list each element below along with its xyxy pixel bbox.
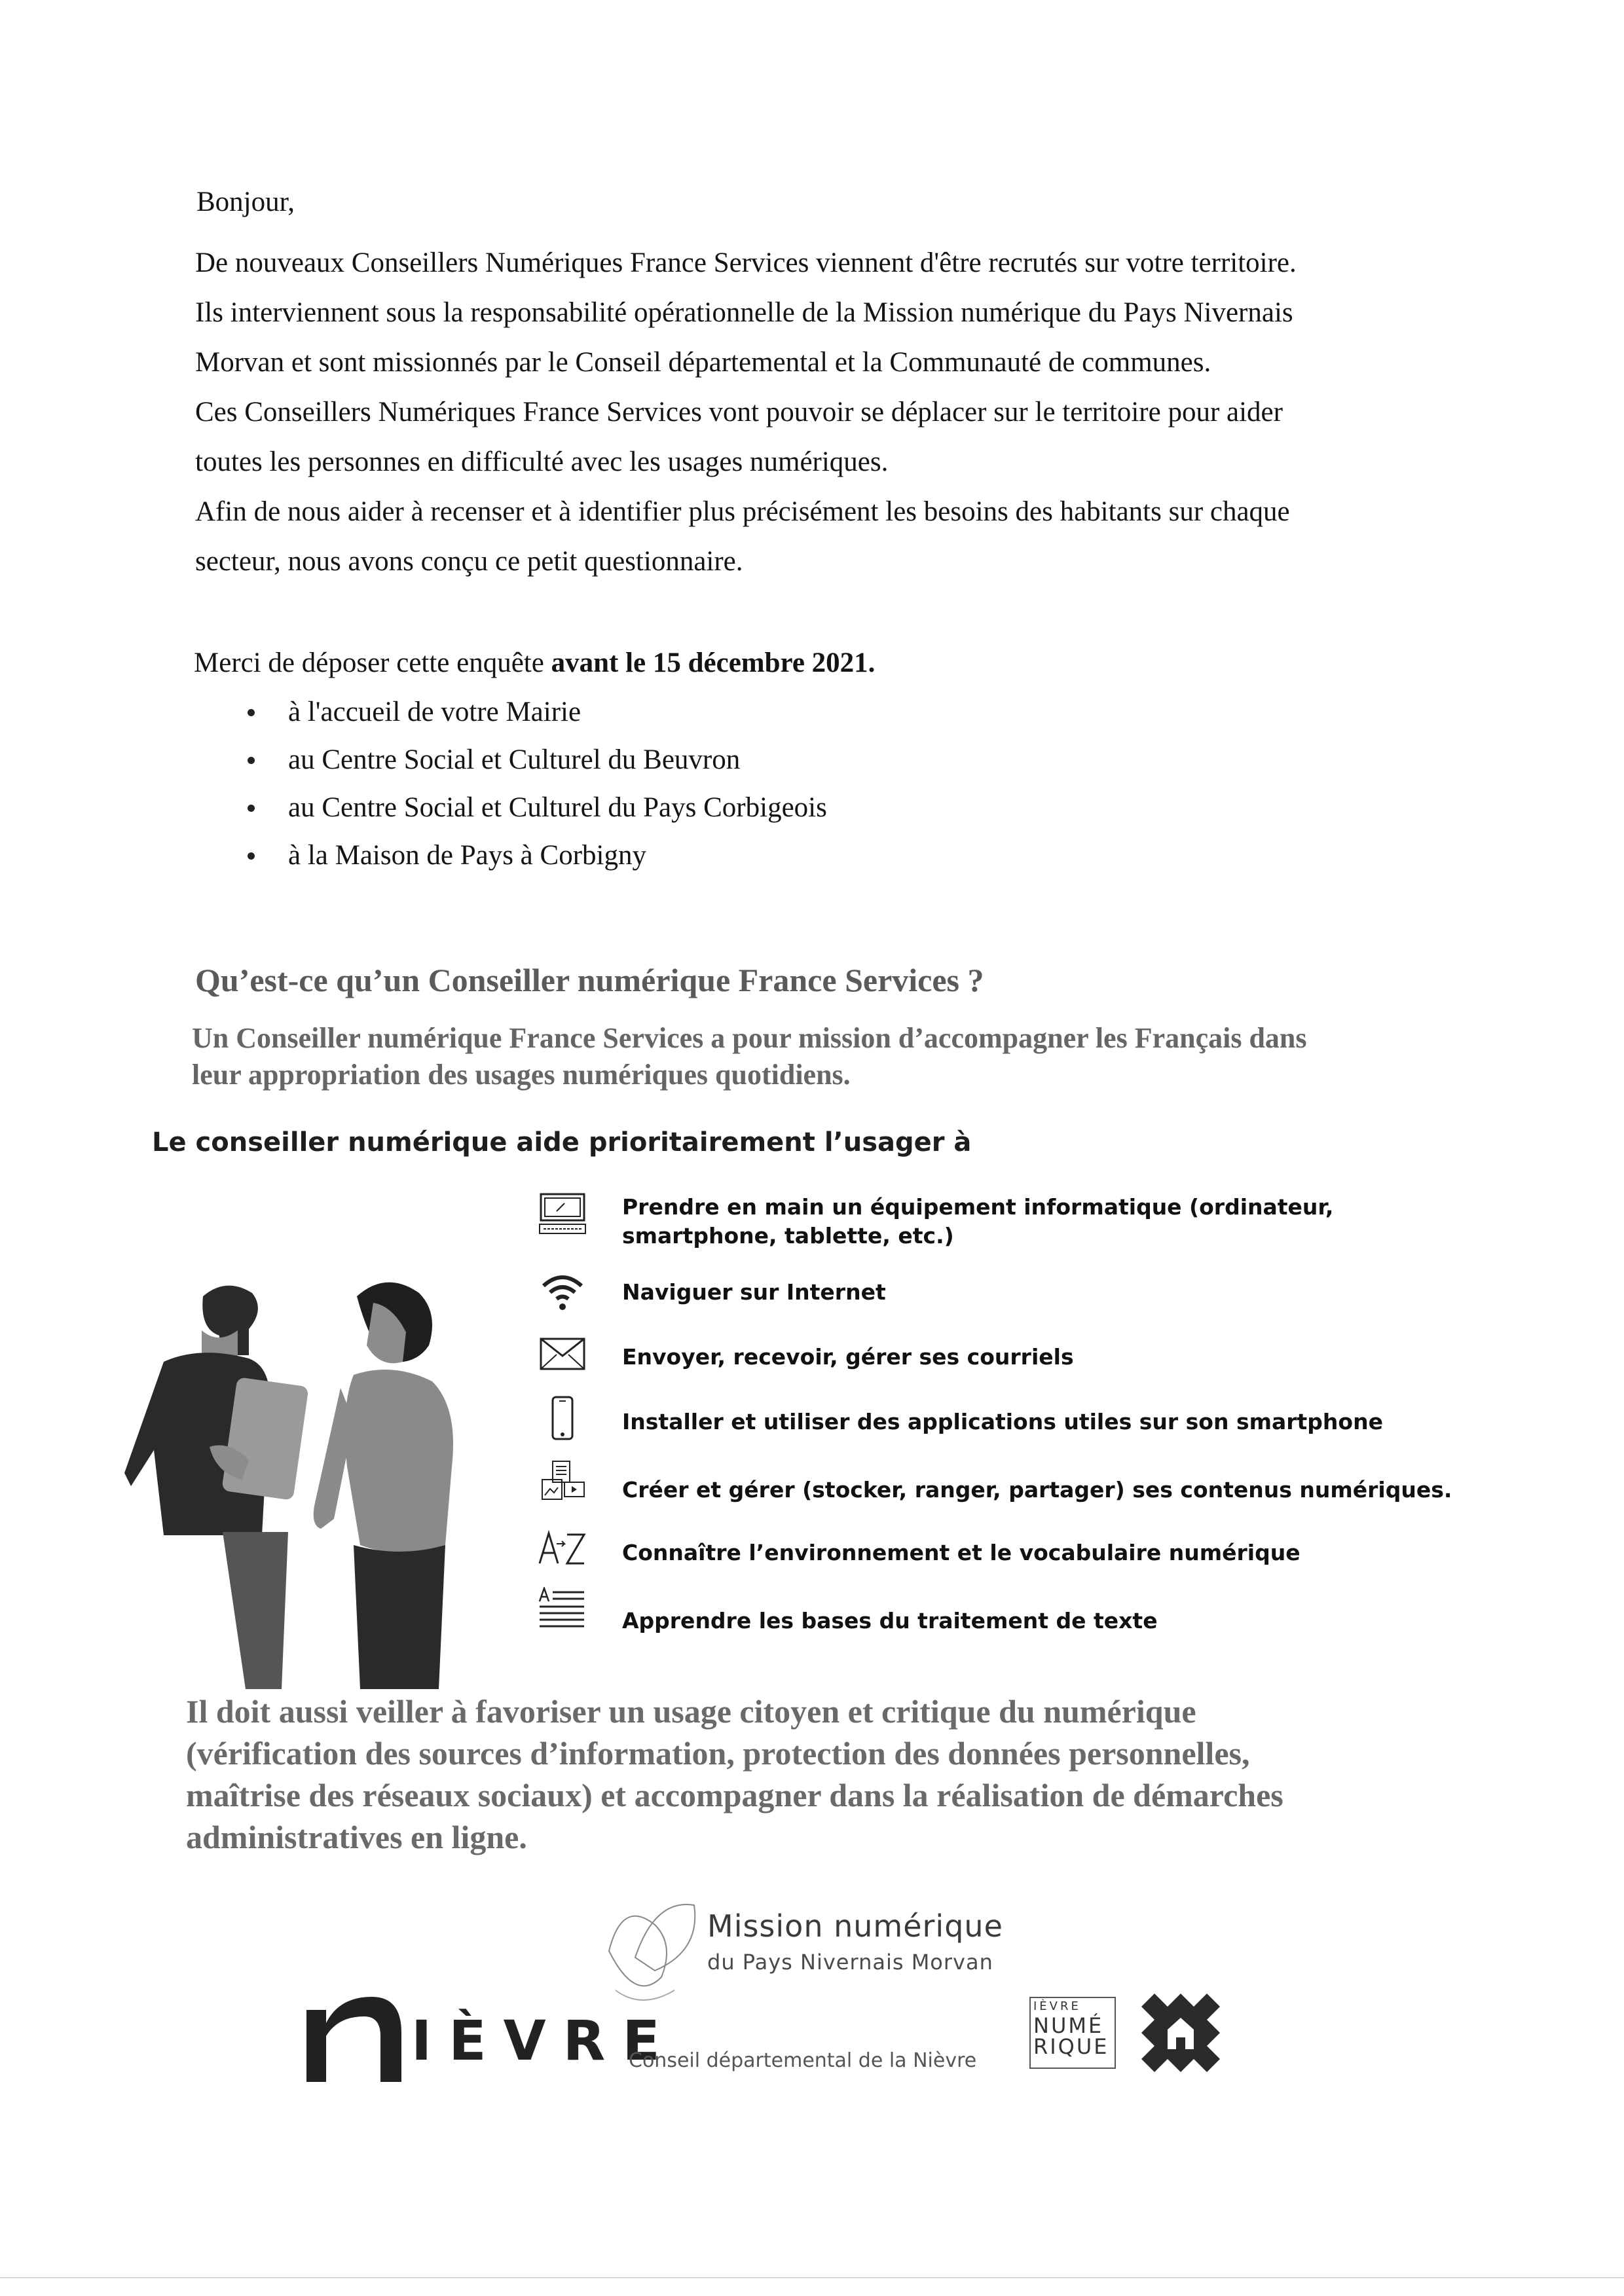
people-illustration (124, 1257, 491, 1689)
nievre-n-logo (306, 1997, 405, 2082)
letter-line: De nouveaux Conseillers Numériques France Services viennent d'être recrutés sur votre territoire. (195, 247, 1297, 278)
letter-line: toutes les personnes en difficulté avec les usages numériques. (195, 446, 889, 477)
deposit-instruction (194, 647, 875, 680)
woman-body (345, 1370, 453, 1554)
a-to-z-icon (537, 1524, 588, 1570)
mission-subtitle: du Pays Nivernais Morvan (707, 1950, 993, 1975)
text-lines-icon (537, 1587, 588, 1633)
list-item: au Centre Social et Culturel du Beuvron (231, 744, 827, 792)
deposit-deadline: avant le 15 décembre 2021. (551, 647, 876, 678)
community-emblem-logo (1138, 1990, 1223, 2075)
mission-title: Mission numérique (707, 1908, 1003, 1944)
closing-paragraph: Il doit aussi veiller à favoriser un usage citoyen et critique du numérique (vérification des sources d’information, protection des données personnelles, maîtrise des réseaux sociaux) et accompagner dans la réalisation de démarches administratives en ligne. (186, 1693, 1283, 1855)
list-item: à l'accueil de votre Mairie (231, 696, 827, 744)
nievre-numerique-badge: IÈVRE NUMÉ RIQUE (1029, 1997, 1116, 2069)
letter-line: Morvan et sont missionnés par le Conseil départemental et la Communauté de communes. (195, 347, 1211, 378)
bullet-icon (248, 805, 255, 812)
activity-text: Apprendre les bases du traitement de texte (622, 1608, 1158, 1633)
wifi-icon (537, 1269, 588, 1315)
man-legs (223, 1532, 288, 1689)
bullet-icon (248, 757, 255, 764)
computer-icon (537, 1192, 588, 1237)
bullet-icon (248, 852, 255, 860)
smartphone-icon (537, 1396, 588, 1442)
letter-line: secteur, nous avons conçu ce petit questionnaire. (195, 546, 743, 577)
deposit-text: Merci de déposer cette enquête (194, 647, 551, 678)
activity-text: Naviguer sur Internet (622, 1279, 886, 1305)
question-body: Un Conseiller numérique France Services a pour mission d’accompagner les Français dans leur appropriation des usages numériques quotidiens. (192, 1022, 1307, 1091)
conseil-departemental-text: Conseil départemental de la Nièvre (629, 2049, 977, 2072)
activity-text: Créer et gérer (stocker, ranger, partager) ses contenus numériques. (622, 1477, 1452, 1503)
page-bottom-edge (0, 2277, 1624, 2278)
activity-text: Envoyer, recevoir, gérer ses courriels (622, 1344, 1074, 1370)
question-title: Qu’est-ce qu’un Conseiller numérique France Services ? (195, 962, 984, 998)
letter-line: Ils interviennent sous la responsabilité opérationnelle de la Mission numérique du Pays Nivernais (195, 297, 1293, 328)
letter-line: Ces Conseillers Numériques France Services vont pouvoir se déplacer sur le territoire pour aider (195, 397, 1283, 428)
woman-skirt (354, 1545, 445, 1689)
priority-heading: Le conseiller numérique aide prioritairement l’usager à (152, 1127, 972, 1157)
deposit-places-list (231, 696, 827, 887)
greeting: Bonjour, (196, 187, 295, 217)
list-item: à la Maison de Pays à Corbigny (231, 839, 827, 887)
documents-icon (537, 1459, 588, 1504)
letter-body (195, 247, 1297, 595)
activity-text: Installer et utiliser des applications utiles sur son smartphone (622, 1409, 1383, 1434)
nievre-wordmark: IÈVRE (411, 2009, 677, 2073)
mission-leaf-logo (596, 1892, 707, 2010)
envelope-icon (537, 1331, 588, 1377)
activity-text: Prendre en main un équipement informatique (ordinateur, smartphone, tablette, etc.) (622, 1194, 1334, 1248)
letter-line: Afin de nous aider à recenser et à identifier plus précisément les besoins des habitants sur chaque (195, 496, 1290, 527)
list-item: au Centre Social et Culturel du Pays Corbigeois (231, 792, 827, 839)
activity-text: Connaître l’environnement et le vocabulaire numérique (622, 1540, 1301, 1565)
bullet-icon (248, 709, 255, 716)
